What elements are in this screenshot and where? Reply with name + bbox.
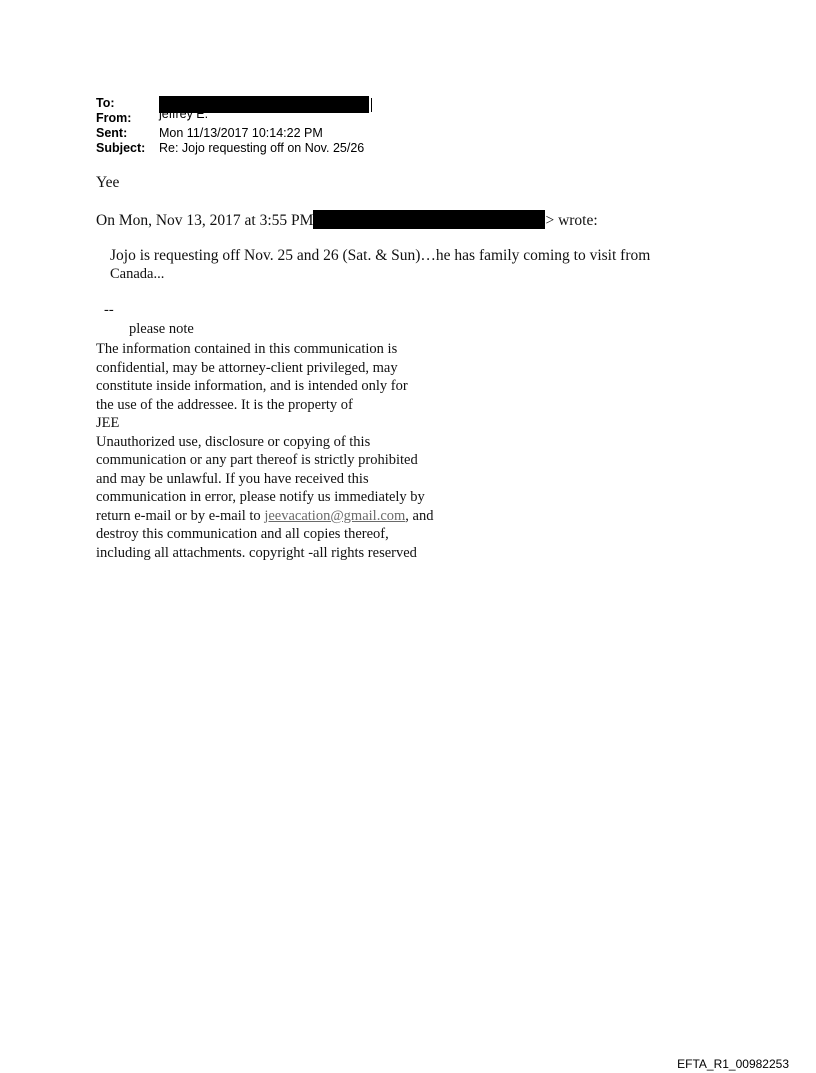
notice-line: destroy this communication and all copies thereof,	[96, 526, 389, 542]
please-note: please note	[129, 321, 194, 337]
notice-line: The information contained in this communication is	[96, 341, 398, 357]
notice-line: including all attachments. copyright -all rights reserved	[96, 544, 417, 561]
confidentiality-notice	[96, 340, 433, 562]
notice-line: constitute inside information, and is intended only for	[96, 378, 408, 394]
notice-line: communication or any part thereof is strictly prohibited	[96, 452, 418, 468]
email-link[interactable]: jeevacation@gmail.com	[264, 507, 406, 524]
from-row	[96, 107, 372, 126]
email-header	[96, 96, 372, 156]
signature-separator: --	[104, 302, 114, 318]
to-row	[96, 96, 372, 111]
quoted-line-2: Canada...	[110, 266, 165, 282]
from-label: From:	[96, 111, 132, 125]
subject-value: Re: Jojo requesting off on Nov. 25/26	[159, 141, 365, 155]
notice-line: JEE	[96, 415, 120, 431]
quote-intro-prefix: On Mon, Nov 13, 2017 at 3:55 PM	[96, 212, 314, 229]
document-id: EFTA_R1_00982253	[677, 1057, 789, 1071]
notice-line: the use of the addressee. It is the property of	[96, 396, 353, 413]
notice-line: confidential, may be attorney-client privileged, may	[96, 359, 398, 376]
quoted-line-1: Jojo is requesting off Nov. 25 and 26 (Sat. & Sun)…he has family coming to visit from	[110, 247, 651, 264]
notice-line: communication in error, please notify us immediately by	[96, 489, 425, 505]
reply-text: Yee	[96, 174, 120, 191]
quote-intro	[96, 210, 598, 230]
from-value: jeffrey E.	[159, 107, 209, 121]
notice-line: and may be unlawful. If you have received this	[96, 470, 369, 487]
subject-label: Subject:	[96, 141, 146, 155]
sent-label: Sent:	[96, 126, 128, 140]
sent-value: Mon 11/13/2017 10:14:22 PM	[159, 126, 323, 140]
quote-intro-suffix: > wrote:	[545, 212, 598, 229]
notice-line: Unauthorized use, disclosure or copying of this	[96, 433, 371, 450]
sent-row	[96, 126, 372, 141]
notice-line: return e-mail or by e-mail to jeevacation@gmail.com, and	[96, 507, 434, 524]
to-label: To:	[96, 96, 115, 110]
redaction-bar	[313, 210, 545, 229]
subject-row	[96, 141, 372, 156]
